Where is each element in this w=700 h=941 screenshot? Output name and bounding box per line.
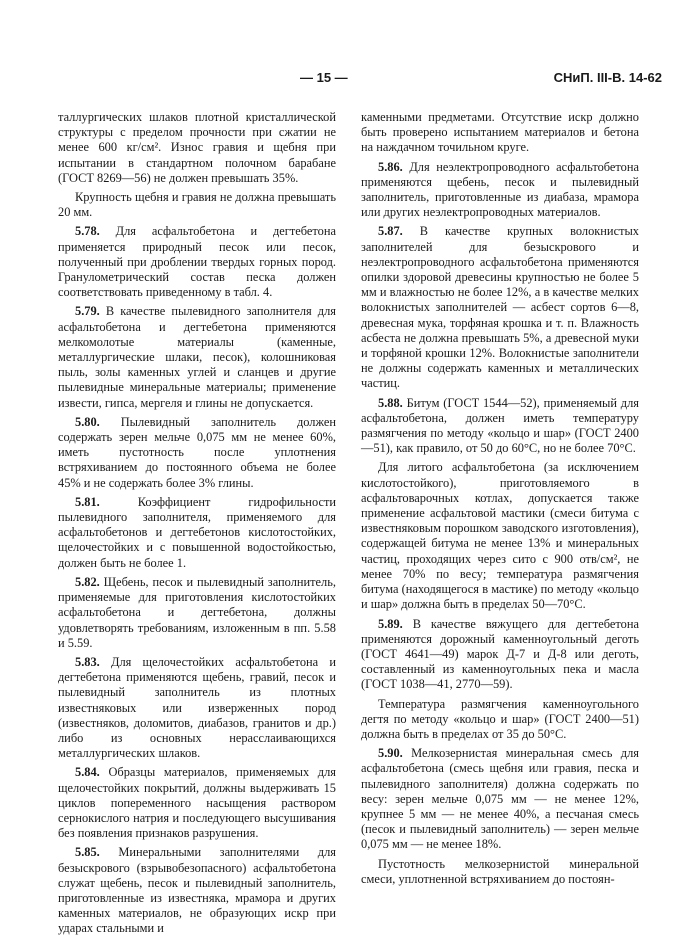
clause-number: 5.78.	[75, 224, 100, 239]
paragraph	[361, 746, 639, 852]
paragraph-text: каменными предметами. Отсутствие искр должно быть проверено испытанием материалов и бетона на наждачном точильном круге.	[361, 110, 639, 155]
paragraph	[58, 190, 336, 220]
paragraph-text: Образцы материалов, применяемых для щелочестойких покрытий, должны выдерживать 15 циклов попеременного насыщения раствором сернокислого натрия и последующего высушивания без появления признаков разрушения.	[58, 765, 336, 841]
paragraph-text: Битум (ГОСТ 1544—52), применяемый для асфальтобетона, должен иметь температуру размягчения по методу «кольцо и шар» (ГОСТ 2400—51), как правило, от 50 до 60°С, но не более 70°С.	[361, 395, 639, 456]
paragraph-text: Коэффициент гидрофильности пылевидного заполнителя, применяемого для асфальтобетонов и дегтебетонов кислотостойких, щелочестойких и с повышенной водостойкостью, должен быть не более 1.	[58, 494, 336, 570]
paragraph	[58, 304, 336, 410]
clause-number: 5.89.	[378, 616, 403, 631]
paragraph-text: таллургических шлаков плотной кристаллической структуры с пределом прочности при сжатии не менее 600 кг/см². Износ гравия и щебня при испытании в стандартном полочном барабане (ГОСТ 8269—56) не должен превышать 35%.	[58, 110, 336, 185]
right-column	[361, 110, 639, 891]
paragraph	[58, 575, 336, 651]
paragraph-text: Минеральными заполнителями для безыскрового (взрывобезопасного) асфальтобетона служат щебень, песок и пылевидный заполнитель, приготовленные из известняка, мрамора и других каменных материалов, не образующих искр при ударах стальными и	[58, 845, 336, 936]
clause-number: 5.86.	[378, 159, 403, 174]
paragraph	[58, 845, 336, 936]
paragraph	[361, 110, 639, 156]
paragraph-text: Пустотность мелкозернистой минеральной смеси, уплотненной встряхиванием до постоян-	[361, 856, 639, 886]
paragraph	[58, 110, 336, 186]
clause-number: 5.87.	[378, 224, 403, 239]
document-code: СНиП. III-В. 14-62	[553, 70, 662, 85]
paragraph-text: Щебень, песок и пылевидный заполнитель, применяемые для приготовления кислотостойких асфальтобетона и дегтебетона, должны удовлетворять требованиям, изложенным в пп. 5.58 и 5.59.	[58, 574, 336, 650]
left-column	[58, 110, 336, 941]
paragraph-text: В качестве пылевидного заполнителя для асфальтобетона и дегтебетона применяются мелкомолотые материалы (каменные, металлургические шлаки, песок), колошниковая пыль, золы каменных углей и сланцев и другие пылевидные минеральные материалы; применение извести, гипса, мергеля и глины не допускается.	[58, 304, 336, 410]
paragraph-text: Для неэлектропроводного асфальтобетона применяются щебень, песок и пылевидный заполнитель, приготовленные из диабаза, мрамора или других неэлектропроводных материалов.	[361, 159, 639, 220]
clause-number: 5.82.	[75, 574, 100, 589]
paragraph	[361, 396, 639, 457]
paragraph-text: Для щелочестойких асфальтобетона и дегтебетона применяются щебень, гравий, песок и пылевидный заполнитель из плотных известняковых или изверженных пород (известняков, доломитов, диабазов, гранитов и др.) либо из основных нерасслаивающихся металлургических шлаков.	[58, 654, 336, 761]
paragraph-text: Для асфальтобетона и дегтебетона применяется природный песок или песок, полученный при дроблении твердых горных пород. Гранулометрический состав песка должен соответствовать приведенному в табл. 4.	[58, 224, 336, 300]
page-number: — 15 —	[300, 70, 348, 85]
paragraph	[361, 617, 639, 693]
paragraph-text: Пылевидный заполнитель должен содержать зерен мельче 0,075 мм не менее 60%, иметь пустотность после уплотнения встряхиванием до постоянного объема не более 45% и не содержать более 3% глины.	[58, 414, 336, 490]
paragraph-text: Температура размягчения каменноугольного дегтя по методу «кольцо и шар» (ГОСТ 2400—51) должна быть в пределах от 35 до 50°С.	[361, 696, 639, 741]
clause-number: 5.88.	[378, 395, 403, 410]
paragraph-text: В качестве крупных волокнистых заполнителей для безыскрового и неэлектропроводного асфальтобетона применяются опилки здоровой древесины крупностью не более 5 мм и влажностью не более 12%, а в качестве мелких волокнистых заполнителей — асбест сортов 6—8, древесная мука, торфяная крошка и т. п. Влажность асбеста не должна превышать 5%, а древесной муки и торфяной крошки 12%. Волокнистые заполнители не должны содержать каменных и металлических частиц.	[361, 224, 639, 391]
clause-number: 5.85.	[75, 845, 100, 860]
paragraph	[58, 765, 336, 841]
clause-number: 5.80.	[75, 414, 100, 429]
paragraph	[361, 857, 639, 887]
paragraph	[58, 655, 336, 761]
paragraph	[361, 460, 639, 612]
paragraph	[361, 697, 639, 743]
clause-number: 5.90.	[378, 746, 403, 761]
paragraph	[58, 495, 336, 571]
clause-number: 5.83.	[75, 654, 100, 669]
page-header	[0, 70, 700, 90]
paragraph-text: Мелкозернистая минеральная смесь для асфальтобетона (смесь щебня или гравия, песка и пылевидного заполнителя) должна содержать по весу: зерен мельче 0,075 мм — не менее 12%, крупнее 5 мм — не менее 40%, а песчаная смесь (песок и пылевидный заполнитель) — зерен мельче 0,075 мм — не менее 18%.	[361, 746, 639, 852]
paragraph-text: В качестве вяжущего для дегтебетона применяются дорожный каменноугольный деготь (ГОСТ 4641—49) марок Д-7 и Д-8 или деготь, составленный из каменноугольных пека и масла (ГОСТ 1038—41, 2770—59).	[361, 616, 639, 692]
paragraph	[58, 224, 336, 300]
paragraph	[58, 415, 336, 491]
paragraph-text: Крупность щебня и гравия не должна превышать 20 мм.	[58, 190, 336, 220]
clause-number: 5.84.	[75, 765, 100, 780]
paragraph	[361, 224, 639, 391]
clause-number: 5.79.	[75, 304, 100, 319]
clause-number: 5.81.	[75, 494, 100, 509]
paragraph-text: Для литого асфальтобетона (за исключением кислотостойкого), приготовляемого в асфальтоварочных котлах, допускается также применение асфальтовой мастики (смеси битума с известняковым порошком заводского изготовления), содержащей битума не менее 13% и минеральных частиц, проходящих через сито с 900 отв/см², не менее 70% по весу; температура размягчения битума (находящегося в мастике) по методу «кольцо и шар» должна быть в пределах 50—70°С.	[361, 460, 639, 612]
paragraph	[361, 160, 639, 221]
